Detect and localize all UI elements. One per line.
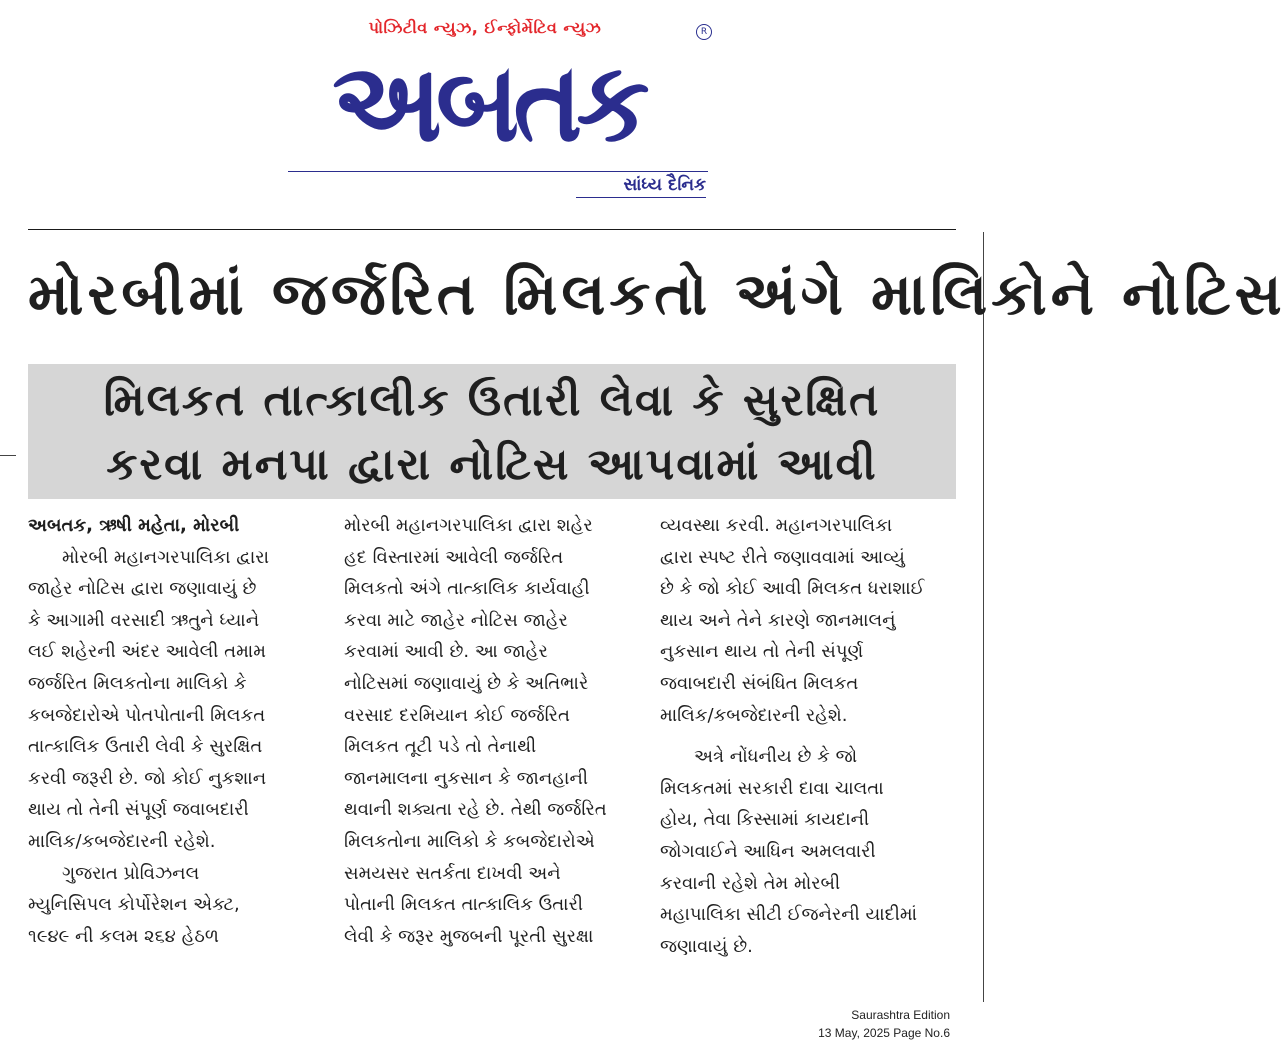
body-line: મોરબી મહાનગરપાલિકા દ્વારા શહેર bbox=[344, 515, 593, 536]
body-line: પોતાની મિલકત તાત્કાલિક ઉતારી bbox=[344, 894, 584, 916]
body-line: લેવી કે જરૂર મુજબની પૂરતી સુરક્ષા bbox=[344, 925, 594, 947]
body-line: મિલકતોના માલિકો કે કબજેદારોએ bbox=[344, 830, 595, 852]
article-column-3 bbox=[660, 510, 956, 962]
crop-mark bbox=[0, 455, 16, 456]
masthead bbox=[268, 18, 718, 203]
body-line: મ્યુનિસિપલ કોર્પોરેશન એક્ટ, bbox=[28, 894, 240, 916]
masthead-divider bbox=[288, 171, 708, 172]
edition-name: Saurashtra Edition bbox=[851, 1008, 950, 1022]
subheadline-line-2: કરવા મનપા દ્વારા નોટિસ આપવામાં આવી bbox=[106, 439, 878, 490]
body-line: થાય તો તેની સંપૂર્ણ જવાબદારી bbox=[28, 799, 249, 821]
body-line: મોરબી મહાનગરપાલિકા દ્વારા bbox=[62, 546, 269, 568]
body-line: વરસાદ દરમિયાન કોઈ જર્જરિત bbox=[344, 704, 570, 726]
article-subheadline-box bbox=[28, 364, 956, 499]
body-line: માલિક/કબજેદારની રહેશે. bbox=[28, 830, 216, 852]
subheadline-line-1: મિલકત તાત્કાલીક ઉતારી લેવા કે સુરક્ષિત bbox=[103, 375, 881, 426]
body-line: જણાવાયું છે. bbox=[660, 935, 753, 957]
article-column-1 bbox=[28, 510, 323, 952]
body-line: વ્યવસ્થા કરવી. મહાનગરપાલિકા bbox=[660, 515, 893, 536]
body-line: કબજેદારોએ પોતપોતાની મિલકત bbox=[28, 704, 266, 726]
body-line: ૧૯૪૯ ની કલમ ૨૬૪ હેઠળ bbox=[28, 925, 219, 947]
body-line: નોટિસમાં જણાવાયું છે કે અતિભારે bbox=[344, 672, 589, 694]
body-line: કરવામાં આવી છે. આ જાહેર bbox=[344, 641, 548, 663]
paragraph-gap bbox=[660, 731, 956, 741]
body-line: માલિક/કબજેદારની રહેશે. bbox=[660, 704, 848, 726]
masthead-subtitle-underline bbox=[576, 197, 706, 198]
body-line: હદ વિસ્તારમાં આવેલી જર્જરિત bbox=[344, 546, 564, 568]
article-byline: અબતક, ઋષી મહેતા, મોરબી bbox=[28, 515, 240, 536]
body-line: થાય અને તેને કારણે જાનમાલનું bbox=[660, 609, 896, 631]
body-line: કે આગામી વરસાદી ઋતુને ધ્યાને bbox=[28, 609, 260, 631]
body-line: અત્રે નોંધનીય છે કે જો bbox=[694, 746, 858, 768]
body-line: મહાપાલિકા સીટી ઈજનેરની યાદીમાં bbox=[660, 904, 917, 926]
top-divider bbox=[28, 229, 956, 230]
body-line: જર્જરિત મિલકતોના માલિકો કે bbox=[28, 672, 247, 694]
newspaper-logo: અબતક bbox=[332, 37, 644, 167]
body-line: જવાબદારી સંબંધિત મિલકત bbox=[660, 672, 859, 694]
body-line: છે કે જો કોઈ આવી મિલકત ધરાશાઈ bbox=[660, 578, 925, 600]
body-line: જોગવાઈને આધિન અમલવારી bbox=[660, 840, 876, 862]
body-line: કરવી જરૂરી છે. જો કોઈ નુકશાન bbox=[28, 767, 267, 789]
page-right-border bbox=[983, 232, 984, 1002]
edition-info bbox=[818, 1006, 950, 1042]
body-line: લઈ શહેરની અંદર આવેલી તમામ bbox=[28, 641, 266, 663]
body-line: જાહેર નોટિસ દ્વારા જણાવાયું છે bbox=[28, 578, 257, 600]
masthead-tagline: પોઝિટીવ ન્યુઝ, ઈન્ફોર્મેટિવ ન્યુઝ bbox=[368, 18, 602, 37]
article-headline: મોરબીમાં જર્જરિત મિલકતો અંગે માલિકોને નોટિસ bbox=[28, 260, 1286, 328]
body-line: તાત્કાલિક ઉતારી લેવી કે સુરક્ષિત bbox=[28, 736, 263, 758]
article-column-2 bbox=[344, 510, 639, 952]
masthead-subtitle: સાંધ્ય દૈનિક bbox=[623, 175, 706, 195]
body-line: કરવા માટે જાહેર નોટિસ જાહેર bbox=[344, 609, 568, 631]
body-line: હોય, તેવા કિસ્સામાં કાયદાની bbox=[660, 809, 870, 831]
body-line: સમયસર સતર્કતા દાખવી અને bbox=[344, 862, 561, 884]
body-line: થવાની શક્યતા રહે છે. તેથી જર્જરિત bbox=[344, 799, 607, 821]
body-line: મિલકતો અંગે તાત્કાલિક કાર્યવાહી bbox=[344, 578, 590, 600]
body-line: જાનમાલના નુકસાન કે જાનહાની bbox=[344, 767, 589, 789]
body-line: મિલકત તૂટી પડે તો તેનાથી bbox=[344, 736, 537, 758]
body-line: મિલકતમાં સરકારી દાવા ચાલતા bbox=[660, 777, 884, 799]
edition-date-page: 13 May, 2025 Page No.6 bbox=[818, 1026, 950, 1040]
body-line: ગુજરાત પ્રોવિઝનલ bbox=[62, 862, 200, 884]
registered-mark-icon: R bbox=[696, 24, 712, 40]
body-line: દ્વારા સ્પષ્ટ રીતે જણાવવામાં આવ્યું bbox=[660, 546, 905, 568]
body-line: કરવાની રહેશે તેમ મોરબી bbox=[660, 872, 841, 894]
body-line: નુકસાન થાય તો તેની સંપૂર્ણ bbox=[660, 641, 864, 663]
